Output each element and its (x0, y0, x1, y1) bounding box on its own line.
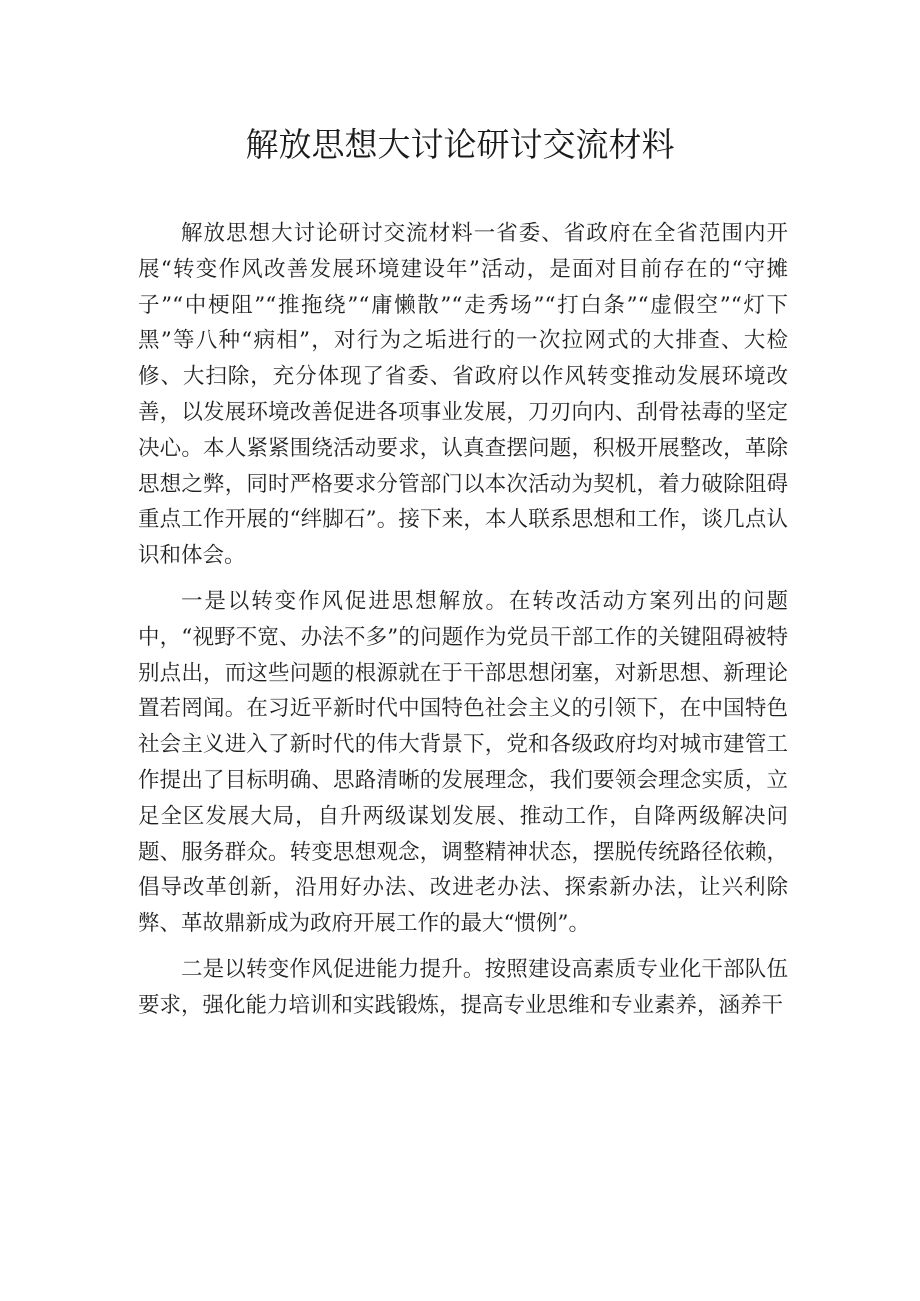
paragraph-point-one: 一是以转变作风促进思想解放。在转改活动方案列出的问题中，“视野不宽、办法不多”的问题作为党员干部工作的关键阻碍被特别点出，而这些问题的根源就在于干部思想闭塞，对新思想、新理论置若罔闻。在习近平新时代中国特色社会主义的引领下，在中国特色社会主义进入了新时代的伟大背景下，党和各级政府均对城市建管工作提出了目标明确、思路清晰的发展理念，我们要领会理念实质，立足全区发展大局，自升两级谋划发展、推动工作，自降两级解决问题、服务群众。转变思想观念，调整精神状态，摆脱传统路径依赖，倡导改革创新，沿用好办法、改进老办法、探索新办法，让兴利除弊、革故鼎新成为政府开展工作的最大“惯例”。 (138, 588, 788, 937)
paragraph-point-two: 二是以转变作风促进能力提升。按照建设高素质专业化干部队伍要求，强化能力培训和实践锻炼，提高专业思维和专业素养，涵养干 (138, 956, 788, 1018)
document-body (138, 216, 788, 1024)
document-title: 解放思想大讨论研讨交流材料 (245, 125, 675, 164)
paragraph-intro: 解放思想大讨论研讨交流材料一省委、省政府在全省范围内开展“转变作风改善发展环境建设年”活动，是面对目前存在的“守摊子”“中梗阻”“推拖绕”“庸懒散”“走秀场”“打白条”“虚假空”“灯下黑”等八种“病相”，对行为之垢进行的一次拉网式的大排查、大检修、大扫除，充分体现了省委、省政府以作风转变推动发展环境改善，以发展环境改善促进各项事业发展，刀刃向内、刮骨祛毒的坚定决心。本人紧紧围绕活动要求，认真查摆问题，积极开展整改，革除思想之弊，同时严格要求分管部门以本次活动为契机，着力破除阻碍重点工作开展的“绊脚石”。接下来，本人联系思想和工作，谈几点认识和体会。 (138, 221, 788, 569)
